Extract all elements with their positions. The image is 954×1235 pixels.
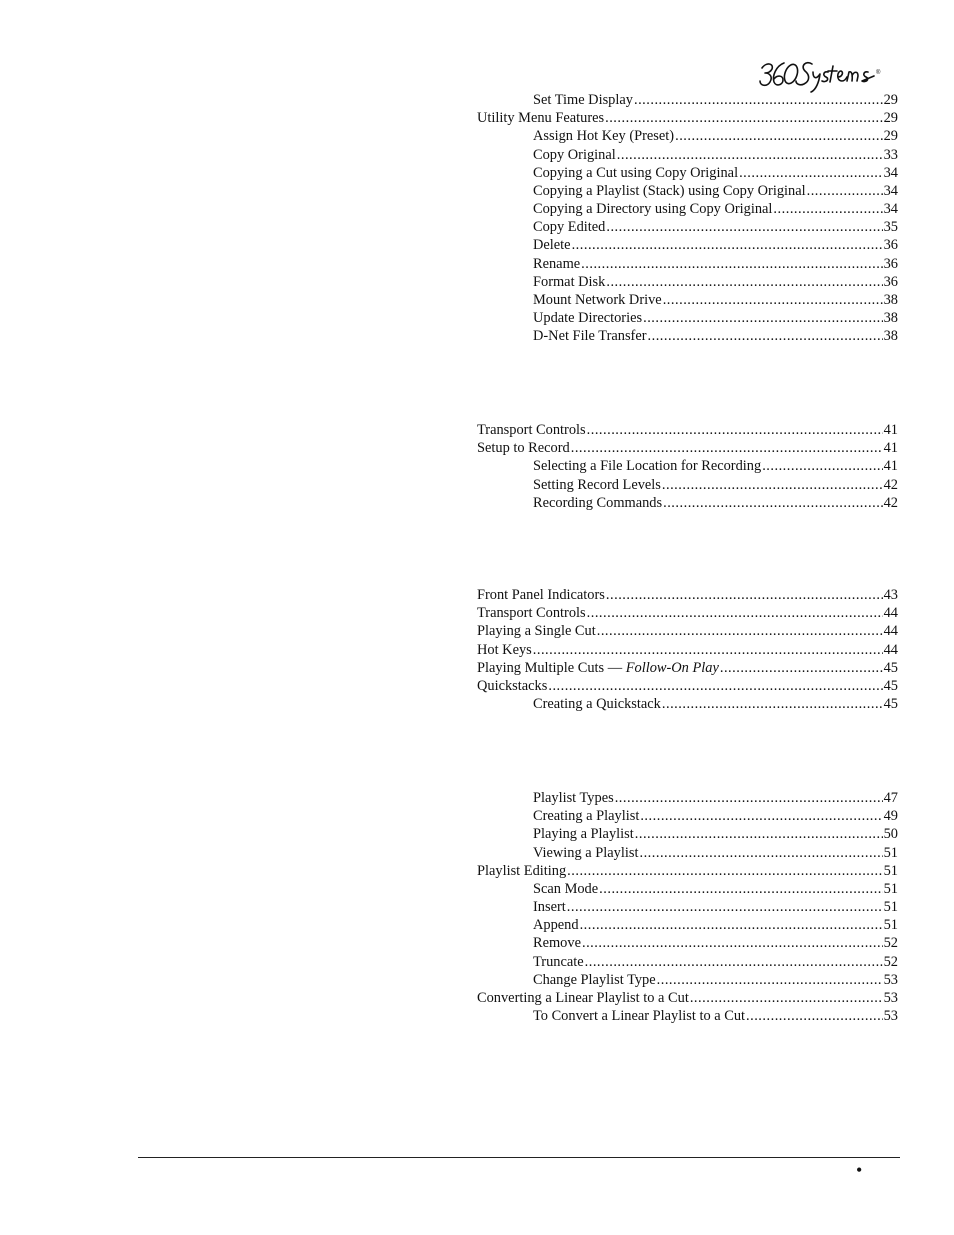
toc-entry[interactable]: [477, 255, 898, 273]
toc-entry-title-text: Hot Keys: [477, 641, 532, 658]
toc-entry-page: 53: [883, 1008, 898, 1025]
toc-entry[interactable]: [477, 641, 898, 659]
toc-entry[interactable]: [477, 789, 898, 807]
toc-entry-page: 29: [883, 128, 898, 145]
dot-leader: [597, 622, 883, 640]
footer-rule: [138, 1157, 900, 1158]
toc-entry-page: 45: [883, 677, 898, 694]
dot-leader: [663, 494, 883, 512]
toc-entry[interactable]: [477, 880, 898, 898]
toc-entry[interactable]: [477, 916, 898, 934]
toc-entry-title-text: Update Directories: [533, 310, 643, 327]
toc-entry-page: 52: [883, 935, 898, 952]
toc-entry[interactable]: [477, 989, 898, 1007]
dot-leader: [675, 127, 883, 145]
toc-entry-page: 43: [883, 586, 898, 603]
toc-entry-title-text: Converting a Linear Playlist to a Cut: [477, 990, 689, 1007]
toc-entry-title: [533, 934, 581, 952]
toc-entry-title: [533, 146, 616, 164]
toc-entry-title-text: Playlist Types: [533, 789, 614, 806]
toc-entry-page: 38: [883, 328, 898, 345]
dot-leader: [567, 898, 883, 916]
toc-entry[interactable]: [477, 476, 898, 494]
toc-entry-title-text: Mount Network Drive: [533, 292, 662, 309]
toc-entry-page: 36: [883, 273, 898, 290]
toc-entry-page: 51: [883, 862, 898, 879]
toc-entry-page: 34: [883, 164, 898, 181]
dot-leader: [615, 789, 883, 807]
dot-leader: [690, 989, 883, 1007]
toc-entry-page: 41: [883, 458, 898, 475]
toc-entry-page: 44: [883, 605, 898, 622]
toc-entry-title-text: Quickstacks: [477, 677, 548, 694]
toc-entry-page: 51: [883, 917, 898, 934]
registered-mark: ®: [876, 70, 881, 76]
toc-entry-page: 41: [883, 421, 898, 438]
toc-entry[interactable]: [477, 146, 898, 164]
toc-entry[interactable]: [477, 164, 898, 182]
toc-entry-page: 42: [883, 476, 898, 493]
toc-entry-title: [533, 182, 806, 200]
toc-entry-title: [477, 439, 570, 457]
toc-entry-page: 45: [883, 659, 898, 676]
toc-entry-page: 51: [883, 880, 898, 897]
toc-entry-title: [533, 789, 614, 807]
toc-entry[interactable]: [477, 421, 898, 439]
toc-entry-title-text: Copy Edited: [533, 219, 606, 236]
dot-leader: [657, 971, 883, 989]
toc-entry-page: 36: [883, 255, 898, 272]
dot-leader: [617, 146, 883, 164]
toc-entry-title: [533, 494, 662, 512]
toc-entry-title: [533, 695, 661, 713]
toc-entry-title-italic: Follow-On Play: [625, 659, 719, 676]
dot-leader: [605, 109, 883, 127]
toc-section-1: [477, 91, 898, 346]
toc-entry-title: [533, 844, 638, 862]
toc-entry-title: [533, 273, 605, 291]
toc-entry-title: [477, 989, 689, 1007]
toc-entry-page: 38: [883, 310, 898, 327]
dot-leader: [567, 862, 882, 880]
toc-entry-page: 52: [883, 953, 898, 970]
toc-entry-page: 41: [883, 440, 898, 457]
toc-entry[interactable]: [477, 91, 898, 109]
toc-entry-title-text: Rename: [533, 255, 581, 272]
dot-leader: [663, 291, 883, 309]
toc-entry[interactable]: [477, 273, 898, 291]
toc-entry-title-text: Insert: [533, 899, 566, 916]
toc-entry-title: [477, 677, 547, 695]
toc-entry-page: 50: [883, 826, 898, 843]
toc-entry-title: [533, 218, 605, 236]
toc-entry-title: [533, 127, 674, 145]
toc-entry-title-text: Truncate: [533, 953, 584, 970]
toc-section-3: [477, 586, 898, 713]
toc-entry-title: [533, 807, 639, 825]
toc-entry[interactable]: [477, 604, 898, 622]
dot-leader: [640, 807, 882, 825]
toc-entry-title: [533, 327, 647, 345]
toc-entry-title: [533, 1007, 745, 1025]
toc-entry-title: [533, 91, 633, 109]
dot-leader: [807, 182, 883, 200]
toc-entry-title-text: D-Net File Transfer: [533, 328, 647, 345]
toc-entry-page: 47: [883, 789, 898, 806]
dot-leader: [662, 695, 883, 713]
toc-entry-page: 34: [883, 201, 898, 218]
toc-entry[interactable]: [477, 862, 898, 880]
toc-entry-title-text: Assign Hot Key (Preset): [533, 128, 675, 145]
dot-leader: [585, 953, 883, 971]
toc-entry-title-text: To Convert a Linear Playlist to a Cut: [533, 1008, 746, 1025]
toc-entry[interactable]: [477, 622, 898, 640]
toc-entry-title: [477, 659, 719, 677]
toc-entry[interactable]: [477, 898, 898, 916]
toc-entry-page: 49: [883, 808, 898, 825]
toc-entry-page: 29: [883, 110, 898, 127]
toc-entry-title: [533, 916, 579, 934]
dot-leader: [580, 916, 883, 934]
toc-entry-title: [533, 880, 598, 898]
dot-leader: [739, 164, 883, 182]
toc-entry-title-text: Utility Menu Features: [477, 110, 605, 127]
dot-leader: [634, 91, 883, 109]
toc-entry-title-text: Scan Mode: [533, 880, 599, 897]
toc-entry[interactable]: [477, 695, 898, 713]
toc-entry-title-text: Delete: [533, 237, 571, 254]
toc-entry[interactable]: [477, 237, 898, 255]
toc-entry-title: [477, 641, 532, 659]
toc-entry-title: [533, 476, 661, 494]
dot-leader: [773, 200, 882, 218]
toc-entry-page: 38: [883, 292, 898, 309]
dot-leader: [762, 457, 882, 475]
toc-entry[interactable]: [477, 182, 898, 200]
toc-entry-page: 53: [883, 990, 898, 1007]
toc-entry-title-text: Recording Commands: [533, 494, 663, 511]
toc-entry[interactable]: [477, 1007, 898, 1025]
dot-leader: [643, 309, 883, 327]
toc-entry[interactable]: [477, 200, 898, 218]
dot-leader: [648, 327, 883, 345]
dot-leader: [582, 934, 883, 952]
toc-entry-title: [477, 862, 566, 880]
toc-entry-title: [533, 457, 761, 475]
dot-leader: [720, 659, 883, 677]
toc-entry[interactable]: [477, 327, 898, 345]
toc-entry-title-text: Setup to Record: [477, 440, 570, 457]
toc-entry-title-text: Playing a Playlist: [533, 826, 634, 843]
dot-leader: [587, 604, 883, 622]
toc-entry[interactable]: [477, 807, 898, 825]
dot-leader: [548, 677, 882, 695]
toc-entry[interactable]: [477, 844, 898, 862]
toc-entry-title: [477, 586, 605, 604]
dot-leader: [606, 273, 882, 291]
toc-entry-page: 29: [883, 91, 898, 108]
toc-entry-title: [533, 291, 662, 309]
toc-entry-page: 51: [883, 844, 898, 861]
toc-entry-title-text: Copying a Cut using Copy Original: [533, 164, 739, 181]
dot-leader: [606, 218, 882, 236]
toc-entry[interactable]: [477, 953, 898, 971]
toc-entry-title-text: Copy Original: [533, 146, 616, 163]
toc-entry-title: [477, 622, 596, 640]
toc-entry-title: [533, 236, 571, 254]
toc-entry-title-text: Playing Multiple Cuts —: [477, 659, 626, 676]
dot-leader: [571, 439, 883, 457]
toc-entry[interactable]: [477, 127, 898, 145]
toc-entry-title-text: Creating a Quickstack: [533, 696, 661, 713]
toc-entry-page: 36: [883, 237, 898, 254]
toc-entry-title: [477, 109, 604, 127]
toc-entry-title-text: Append: [533, 917, 579, 934]
toc-entry[interactable]: [477, 659, 898, 677]
toc-section-2: [477, 421, 898, 512]
toc-entry-title: [477, 421, 586, 439]
toc-entry-title: [533, 255, 580, 273]
toc-entry-page: 51: [883, 899, 898, 916]
toc-entry[interactable]: [477, 309, 898, 327]
dot-leader: [635, 825, 883, 843]
dot-leader: [581, 255, 882, 273]
dot-leader: [572, 236, 883, 254]
toc-entry[interactable]: [477, 935, 898, 953]
toc-entry[interactable]: [477, 494, 898, 512]
toc-entry[interactable]: [477, 457, 898, 475]
toc-entry-title-text: Selecting a File Location for Recording: [533, 458, 762, 475]
toc-entry-title-text: Setting Record Levels: [533, 476, 661, 493]
dot-leader: [533, 641, 883, 659]
toc-entry-page: 44: [883, 641, 898, 658]
toc-entry-title-text: Transport Controls: [477, 605, 586, 622]
toc-entry[interactable]: [477, 218, 898, 236]
toc-entry[interactable]: [477, 825, 898, 843]
toc-entry-title: [477, 604, 586, 622]
toc-entry-title: [533, 825, 634, 843]
toc-entry-title: [533, 309, 642, 327]
dot-leader: [599, 880, 882, 898]
toc-section-4: [477, 789, 898, 1025]
toc-entry-title: [533, 953, 584, 971]
toc-entry[interactable]: [477, 109, 898, 127]
toc-entry-title-text: Front Panel Indicators: [477, 586, 605, 603]
toc-entry-page: 35: [883, 219, 898, 236]
footer-bullet: •: [856, 1160, 863, 1180]
toc-entry-title: [533, 200, 772, 218]
toc-entry-title-text: Viewing a Playlist: [533, 844, 639, 861]
toc-entry-title-text: Creating a Playlist: [533, 808, 640, 825]
toc-entry-page: 42: [883, 494, 898, 511]
toc-entry-page: 45: [883, 696, 898, 713]
toc-entry-title-text: Transport Controls: [477, 421, 586, 438]
company-logo: [758, 54, 884, 94]
toc-entry-title-text: Change Playlist Type: [533, 971, 656, 988]
toc-entry[interactable]: [477, 439, 898, 457]
toc-entry[interactable]: [477, 586, 898, 604]
toc-entry-page: 44: [883, 623, 898, 640]
toc-entry-title-text: Playlist Editing: [477, 862, 567, 879]
toc-entry-title-text: Remove: [533, 935, 581, 952]
dot-leader: [639, 844, 882, 862]
dot-leader: [606, 586, 883, 604]
toc-entry-title: [533, 164, 738, 182]
toc-entry-title-text: Set Time Display: [533, 91, 633, 108]
toc-entry-title: [533, 971, 656, 989]
toc-entry-title: [533, 898, 566, 916]
toc-entry-page: 53: [883, 971, 898, 988]
toc-entry-title-text: Copying a Playlist (Stack) using Copy Original: [533, 182, 806, 199]
dot-leader: [662, 476, 883, 494]
toc-entry-title-text: Format Disk: [533, 273, 606, 290]
toc-entry[interactable]: [477, 971, 898, 989]
dot-leader: [746, 1007, 883, 1025]
toc-entry[interactable]: [477, 677, 898, 695]
toc-entry-page: 33: [883, 146, 898, 163]
toc-entry-page: 34: [883, 182, 898, 199]
dot-leader: [587, 421, 883, 439]
toc-entry-title-text: Playing a Single Cut: [477, 623, 596, 640]
toc-entry[interactable]: [477, 291, 898, 309]
toc-entry-title-text: Copying a Directory using Copy Original: [533, 201, 773, 218]
